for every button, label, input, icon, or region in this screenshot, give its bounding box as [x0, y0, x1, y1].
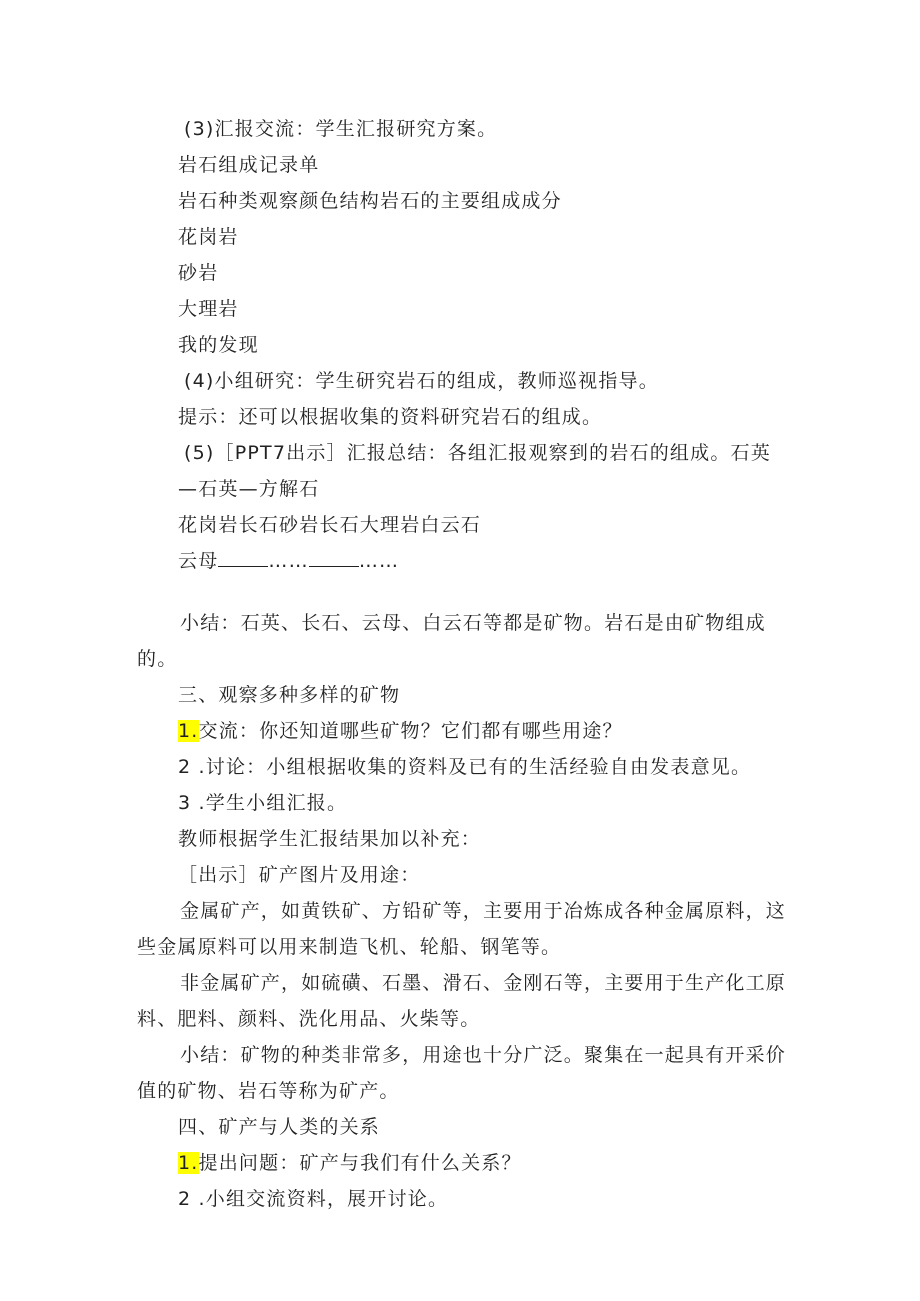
section-3-heading: 三、观察多种多样的矿物 — [178, 684, 401, 706]
mica-blank-line — [178, 549, 399, 573]
item-1-question — [178, 1151, 522, 1175]
item-1-text: 交流：你还知道哪些矿物？它们都有哪些用途？ — [198, 720, 623, 742]
rock-granite: 花岗岩 — [178, 226, 239, 248]
item-1-question-text: 提出问题：矿产与我们有什么关系？ — [198, 1152, 522, 1174]
show-mineral-pictures: ［出示］矿产图片及用途： — [178, 864, 421, 886]
step-3-report: (3)汇报交流：学生汇报研究方案。 — [184, 118, 498, 140]
item-2-group-exchange: 2 .小组交流资料，展开讨论。 — [178, 1188, 449, 1210]
blank-underline — [218, 550, 268, 567]
item-1-exchange — [178, 719, 623, 743]
metal-minerals: 金属矿产，如黄铁矿、方铅矿等，主要用于冶炼成各种金属原料，这 — [180, 900, 787, 922]
summary-minerals-cont: 的。 — [137, 648, 178, 670]
rock-sandstone: 砂岩 — [178, 262, 219, 284]
item-number-highlight: 1. — [178, 720, 199, 742]
nonmetal-minerals: 非金属矿产，如硫磺、石墨、滑石、金刚石等，主要用于生产化工原 — [180, 972, 787, 994]
hint-text: 提示：还可以根据收集的资料研究岩石的组成。 — [178, 406, 603, 428]
rock-mineral-table-row: 花岗岩长石砂岩长石大理岩白云石 — [178, 514, 482, 536]
mica-label: 云母 — [178, 550, 219, 572]
mineral-list-line: —石英—方解石 — [178, 478, 320, 500]
step-4-group-research: (4)小组研究：学生研究岩石的组成，教师巡视指导。 — [184, 370, 659, 392]
item-2-discuss: 2 .讨论：小组根据收集的资料及已有的生活经验自由发表意见。 — [178, 756, 752, 778]
my-findings: 我的发现 — [178, 334, 259, 356]
teacher-supplement: 教师根据学生汇报结果加以补充： — [178, 828, 482, 850]
nonmetal-minerals-cont: 料、肥料、颜料、洗化用品、火柴等。 — [137, 1008, 481, 1030]
summary-minerals: 小结：石英、长石、云母、白云石等都是矿物。岩石是由矿物组成 — [180, 612, 766, 634]
blank-underline — [309, 550, 359, 567]
metal-minerals-cont: 些金属原料可以用来制造飞机、轮船、钢笔等。 — [137, 936, 562, 958]
summary-mineral-types: 小结：矿物的种类非常多，用途也十分广泛。聚集在一起具有开采价 — [180, 1044, 787, 1066]
record-sheet-header: 岩石种类观察颜色结构岩石的主要组成成分 — [178, 190, 562, 212]
summary-mineral-types-cont: 值的矿物、岩石等称为矿产。 — [137, 1080, 400, 1102]
ellipsis-1: …… — [268, 550, 309, 572]
ellipsis-2: …… — [358, 550, 400, 572]
record-sheet-title: 岩石组成记录单 — [178, 154, 320, 176]
step-5-summary: (5)［PPT7出示］汇报总结：各组汇报观察到的岩石的组成。石英 — [184, 442, 771, 464]
item-3-report: 3 .学生小组汇报。 — [178, 792, 348, 814]
item-number-highlight: 1. — [178, 1152, 199, 1174]
section-4-heading: 四、矿产与人类的关系 — [178, 1116, 381, 1138]
rock-marble: 大理岩 — [178, 298, 239, 320]
